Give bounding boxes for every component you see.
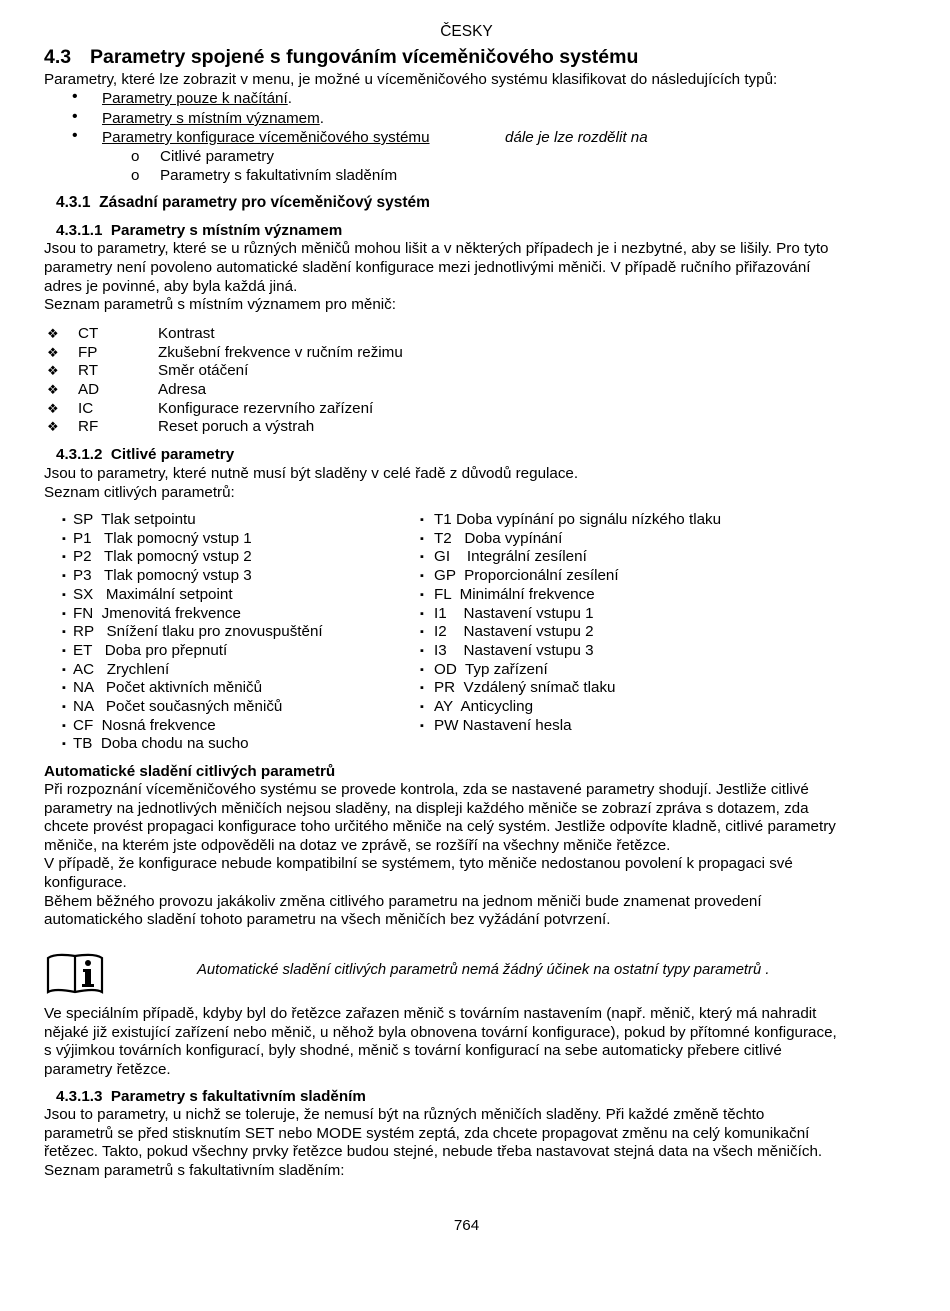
diamond-bullet-icon: ❖ [47,363,59,378]
sensitive-param-item: P3 Tlak pomocný vstup 3 [73,567,252,585]
body-line: konfigurace. [44,873,127,891]
diamond-bullet-icon: ❖ [47,382,59,397]
sensitive-param-item: I2 Nastavení vstupu 2 [434,623,594,641]
square-bullet-icon: ▪ [420,588,424,601]
param-code: RT [78,362,98,379]
sensitive-param-item: RP Snížení tlaku pro znovuspuštění [73,623,323,641]
param-code: RF [78,418,99,435]
body-line: parametry na jednotlivých měničích nejsou sladěny, na displeji každého měniče se zobrazí zpráva s dotazem, zda [44,799,809,817]
section-title: Parametry spojené s fungováním víceměničového systému [90,46,639,68]
info-note-text: Automatické sladění citlivých parametrů nemá žádný účinek na ostatní typy parametrů . [197,962,770,978]
square-bullet-icon: ▪ [62,532,66,545]
sensitive-param-item: T1 Doba vypínání po signálu nízkého tlaku [434,511,722,528]
subsubsection-title: Citlivé parametry [110,446,235,463]
subsubsection-heading [56,446,234,463]
body-line: Během běžného provozu jakákoliv změna citlivého parametru na jednom měniči bude znamenat provedení [44,892,762,910]
sensitive-param-item: GI Integrální zesílení [434,548,587,566]
param-desc: Adresa [158,381,207,398]
square-bullet-icon: ▪ [420,607,424,620]
subsection-title: Zásadní parametry pro víceměničový systém [99,194,430,211]
square-bullet-icon: ▪ [62,644,66,657]
sub-marker: o [131,148,140,165]
square-bullet-icon: ▪ [420,719,424,732]
sub-marker: o [131,167,140,184]
body-line: Při rozpoznání víceměničového systému se provede kontrola, zda se nastavené parametry shodují. Jestliže citlivé [44,781,809,798]
sensitive-param-item: NA Počet současných měničů [73,698,283,715]
body-line: chcete provést propagaci konfigurace toho určitého měniče na celý systém. Jestliže odpovíte kladně, citlivé parametry [44,818,836,836]
square-bullet-icon: ▪ [62,719,66,732]
sensitive-param-item: P1 Tlak pomocný vstup 1 [73,529,252,547]
sensitive-param-item: FL Minimální frekvence [434,585,595,603]
body-line: parametry řetězce. [44,1060,171,1078]
param-desc: Reset poruch a výstrah [158,418,315,435]
square-bullet-icon: ▪ [420,532,424,545]
subsubsection-heading [56,1088,366,1105]
sensitive-param-item: FN Jmenovitá frekvence [73,604,241,622]
body-line: řetězec. Takto, pokud všechny prvky řetězce budou stejné, nebude třeba nastavovat stejná data na všech měničích. [44,1143,823,1161]
sensitive-param-item: AC Zrychlení [73,660,170,678]
bullet-icon: • [72,88,78,105]
sensitive-param-item: OD Typ zařízení [434,660,548,678]
diamond-bullet-icon: ❖ [47,401,59,416]
diamond-bullet-icon: ❖ [47,326,59,341]
param-code: IC [78,400,94,417]
bullet-icon: • [72,108,78,125]
square-bullet-icon: ▪ [420,514,424,526]
param-desc: Zkušební frekvence v ručním režimu [158,344,403,361]
param-desc: Konfigurace rezervního zařízení [158,400,374,417]
square-bullet-icon: ▪ [62,588,66,601]
type-item [102,90,292,107]
square-bullet-icon: ▪ [62,626,66,639]
page-number: 764 [453,1217,480,1234]
auto-sync-body [44,781,892,930]
body-line: V případě, že konfigurace nebude kompatibilní se systémem, tyto měniče nedostanou povolení k propagaci své [44,855,793,873]
square-bullet-icon: ▪ [420,626,424,639]
type-item [102,129,430,146]
sensitive-param-item: I3 Nastavení vstupu 3 [434,641,594,659]
intro-text: Parametry, které lze zobrazit v menu, je možné u víceměničového systému klasifikovat do následujících typů: [44,71,778,88]
sensitive-param-item: PR Vzdálený snímač tlaku [434,679,616,697]
param-desc: Směr otáčení [158,362,249,379]
subsection-heading [56,194,430,212]
type-suffix: . [287,90,292,107]
sensitive-param-item: T2 Doba vypínání [434,529,563,547]
type-item [102,110,324,127]
section-heading [44,46,638,69]
sensitive-param-item: I1 Nastavení vstupu 1 [434,604,594,622]
subsubsection-title: Parametry s fakultativním sladěním [110,1088,366,1105]
body-line: Jsou to parametry, které nutně musí být sladěny v celé řadě z důvodů regulace. [44,465,579,482]
sensitive-param-item: GP Proporcionální zesílení [434,567,619,585]
body-line: automatického sladění tohoto parametru na všech měničích bez vyžádání potvrzení. [44,911,611,929]
sensitive-param-item: P2 Tlak pomocný vstup 2 [73,548,252,566]
square-bullet-icon: ▪ [62,701,66,713]
diamond-bullet-icon: ❖ [47,345,59,360]
subsection-number: 4.3.1 [56,194,91,211]
body-line: parametrů se před stisknutím SET nebo MODE systém zeptá, zda chcete propagovat změnu na celý komunikační [44,1124,810,1142]
square-bullet-icon: ▪ [420,682,424,695]
sensitive-param-item: ET Doba pro přepnutí [73,641,228,659]
square-bullet-icon: ▪ [62,738,66,751]
square-bullet-icon: ▪ [420,663,424,676]
sensitive-param-item: PW Nastavení hesla [434,716,572,734]
type-suffix: . [319,110,324,127]
book-info-icon [45,950,105,998]
type-link[interactable]: Parametry konfigurace víceměničového systému [102,129,430,146]
square-bullet-icon: ▪ [62,663,66,676]
list-intro: Seznam citlivých parametrů: [44,484,235,501]
type-link[interactable]: Parametry pouze k načítání [102,90,288,107]
subsubsection-number: 4.3.1.3 [56,1088,103,1105]
list-intro: Seznam parametrů s místním významem pro měnič: [44,296,396,313]
square-bullet-icon: ▪ [420,701,424,713]
sensitive-param-item: AY Anticycling [434,698,534,715]
param-desc: Kontrast [158,325,215,342]
bullet-icon: • [72,127,78,144]
section-number: 4.3 [44,46,72,68]
types-note: dále je lze rozdělit na [505,129,648,146]
subtype-item: Parametry s fakultativním sladěním [160,167,398,184]
param-code: FP [78,344,98,361]
body-line: Ve speciálním případě, kdyby byl do řetězce zařazen měnič s továrním nastavením (např. měnič, který má nahradit [44,1005,817,1022]
diamond-bullet-icon: ❖ [47,419,59,434]
subsubsection-number: 4.3.1.1 [56,222,103,239]
sensitive-param-item: CF Nosná frekvence [73,716,216,734]
body-line: Jsou to parametry, které se u různých měničů mohou lišit a v některých případech je i nezbytné, aby se lišily. Pro tyto [44,240,829,257]
type-link[interactable]: Parametry s místním významem [102,110,320,127]
body-line: nějaké již existující zařízení nebo měnič, u něhož byla obnovena tovární konfigurace), pokud by přítomné konfigurace, [44,1023,837,1041]
square-bullet-icon: ▪ [420,644,424,657]
square-bullet-icon: ▪ [62,607,66,620]
subsubsection-title: Parametry s místním významem [110,222,343,239]
special-case-body [44,1005,892,1079]
square-bullet-icon: ▪ [62,514,66,526]
param-code: CT [78,325,99,342]
subsubsection-number: 4.3.1.2 [56,446,103,463]
body-line: Jsou to parametry, u nichž se toleruje, že nemusí být na různých měničích sladěny. Při každé změně těchto [44,1106,765,1123]
square-bullet-icon: ▪ [62,551,66,564]
body-line: Seznam parametrů s fakultativním sladěním: [44,1161,345,1179]
subsubsection-heading [56,222,342,239]
square-bullet-icon: ▪ [420,570,424,583]
sensitive-param-item: SX Maximální setpoint [73,585,233,603]
sensitive-param-item: SP Tlak setpointu [73,511,196,528]
square-bullet-icon: ▪ [62,570,66,583]
param-code: AD [78,381,100,398]
optional-sync-body [44,1106,892,1180]
body-line: měniče, na kterém jste odpověděli na dotaz ve zprávě, se rozšíří na všechny měniče řetězce. [44,836,671,854]
auto-sync-heading: Automatické sladění citlivých parametrů [44,763,336,780]
subtype-item: Citlivé parametry [160,148,274,165]
square-bullet-icon: ▪ [420,551,424,564]
sensitive-param-item: NA Počet aktivních měničů [73,679,263,697]
language-header: ČESKY [440,23,493,40]
square-bullet-icon: ▪ [62,682,66,695]
body-line: s výjimkou továrních konfigurací, byly shodné, měnič s tovární konfigurací na sebe automaticky přebere citlivé [44,1042,782,1060]
body-line: adres je povinné, aby byla každá jiná. [44,278,298,295]
sensitive-param-item: TB Doba chodu na sucho [73,735,249,753]
body-line: parametry není povoleno automatické sladění konfigurace mezi jednotlivými měniči. V případě ručního přiřazování [44,259,811,276]
